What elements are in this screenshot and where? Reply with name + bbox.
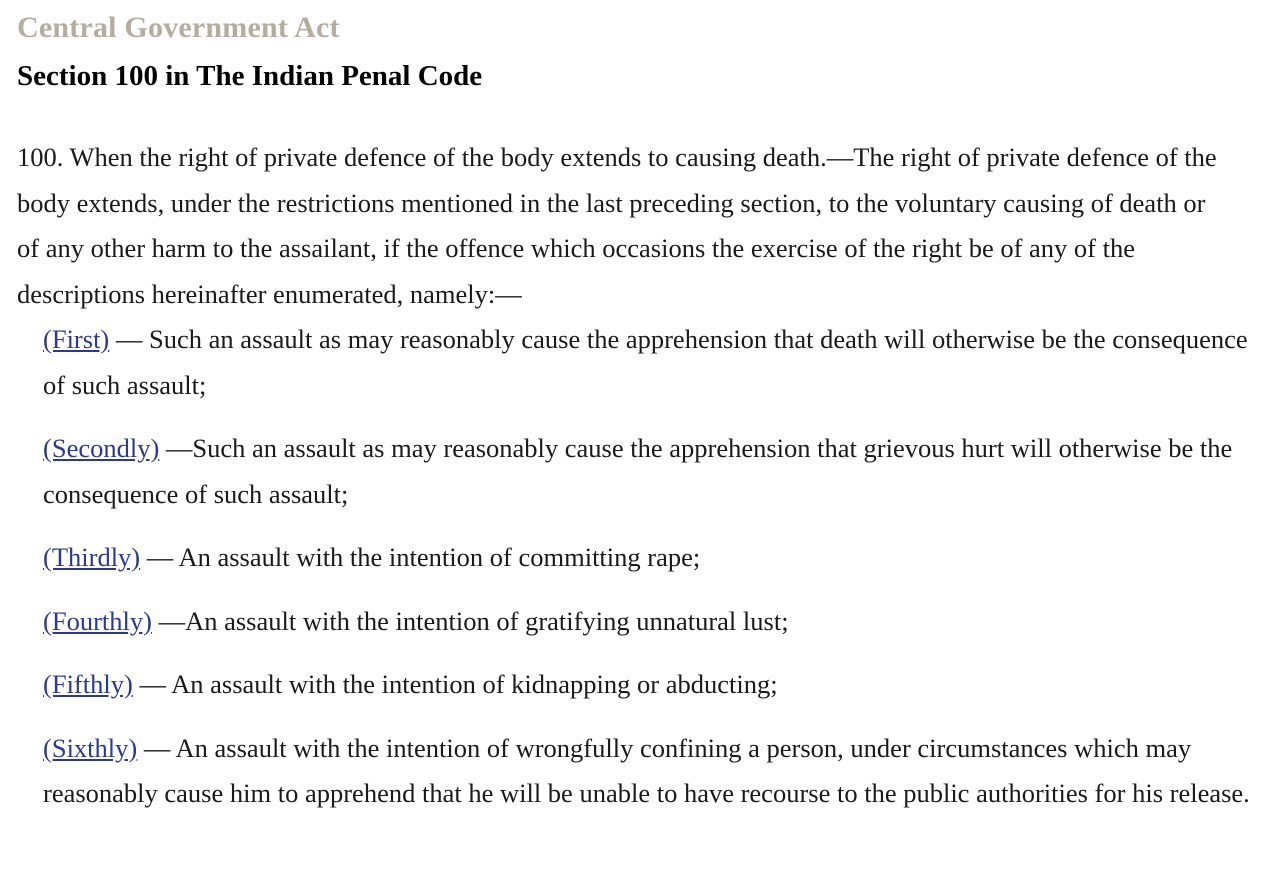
clause-link-thirdly[interactable]: (Thirdly) bbox=[43, 542, 141, 572]
clause-link-fifthly[interactable]: (Fifthly) bbox=[43, 669, 133, 699]
clause-separator: — bbox=[140, 542, 179, 572]
clause-item bbox=[43, 426, 1275, 517]
document-page bbox=[17, 8, 1275, 835]
clause-text: An assault with the intention of wrongfully confining a person, under circumstances which may reasonably cause him to apprehend that he will be unable to have recourse to the public authorities for his release. bbox=[43, 732, 1250, 808]
clause-separator: — bbox=[109, 324, 149, 354]
clause-text: An assault with the intention of kidnapping or abducting; bbox=[171, 669, 778, 699]
clause-separator: — bbox=[151, 605, 186, 636]
doc-type-label: Central Government Act bbox=[17, 11, 340, 44]
clause-text: An assault with the intention of gratifying unnatural lust; bbox=[185, 605, 789, 636]
clause-list bbox=[17, 317, 1275, 817]
clause-text: An assault with the intention of committing rape; bbox=[178, 542, 701, 572]
clause-text: Such an assault as may reasonably cause the apprehension that grievous hurt will otherwise be the consequence of such assault; bbox=[43, 433, 1233, 509]
clause-item bbox=[43, 317, 1275, 408]
clause-item bbox=[43, 662, 1275, 708]
clause-link-fourthly[interactable]: (Fourthly) bbox=[43, 605, 152, 636]
section-intro-text: 100. When the right of private defence of the body extends to causing death.—The right of private defence of the body extends, under the restrictions mentioned in the last preceding section, to the voluntary causing of death or of any other harm to the assailant, if the offence which occasions the exercise of the right be of any of the descriptions hereinafter enumerated, namely:— bbox=[17, 142, 1217, 309]
clause-link-secondly[interactable]: (Secondly) bbox=[43, 433, 160, 463]
clause-link-first[interactable]: (First) bbox=[43, 324, 110, 354]
clause-text: Such an assault as may reasonably cause the apprehension that death will otherwise be the consequence of such assault; bbox=[43, 324, 1248, 400]
clause-item bbox=[43, 535, 1275, 581]
clause-separator: — bbox=[132, 669, 172, 699]
clause-link-sixthly[interactable]: (Sixthly) bbox=[43, 732, 138, 763]
clause-separator: — bbox=[159, 433, 193, 463]
clause-separator: — bbox=[137, 732, 176, 763]
clause-item bbox=[43, 726, 1275, 817]
section-title: Section 100 in The Indian Penal Code bbox=[17, 60, 483, 92]
clause-item bbox=[43, 599, 1275, 645]
